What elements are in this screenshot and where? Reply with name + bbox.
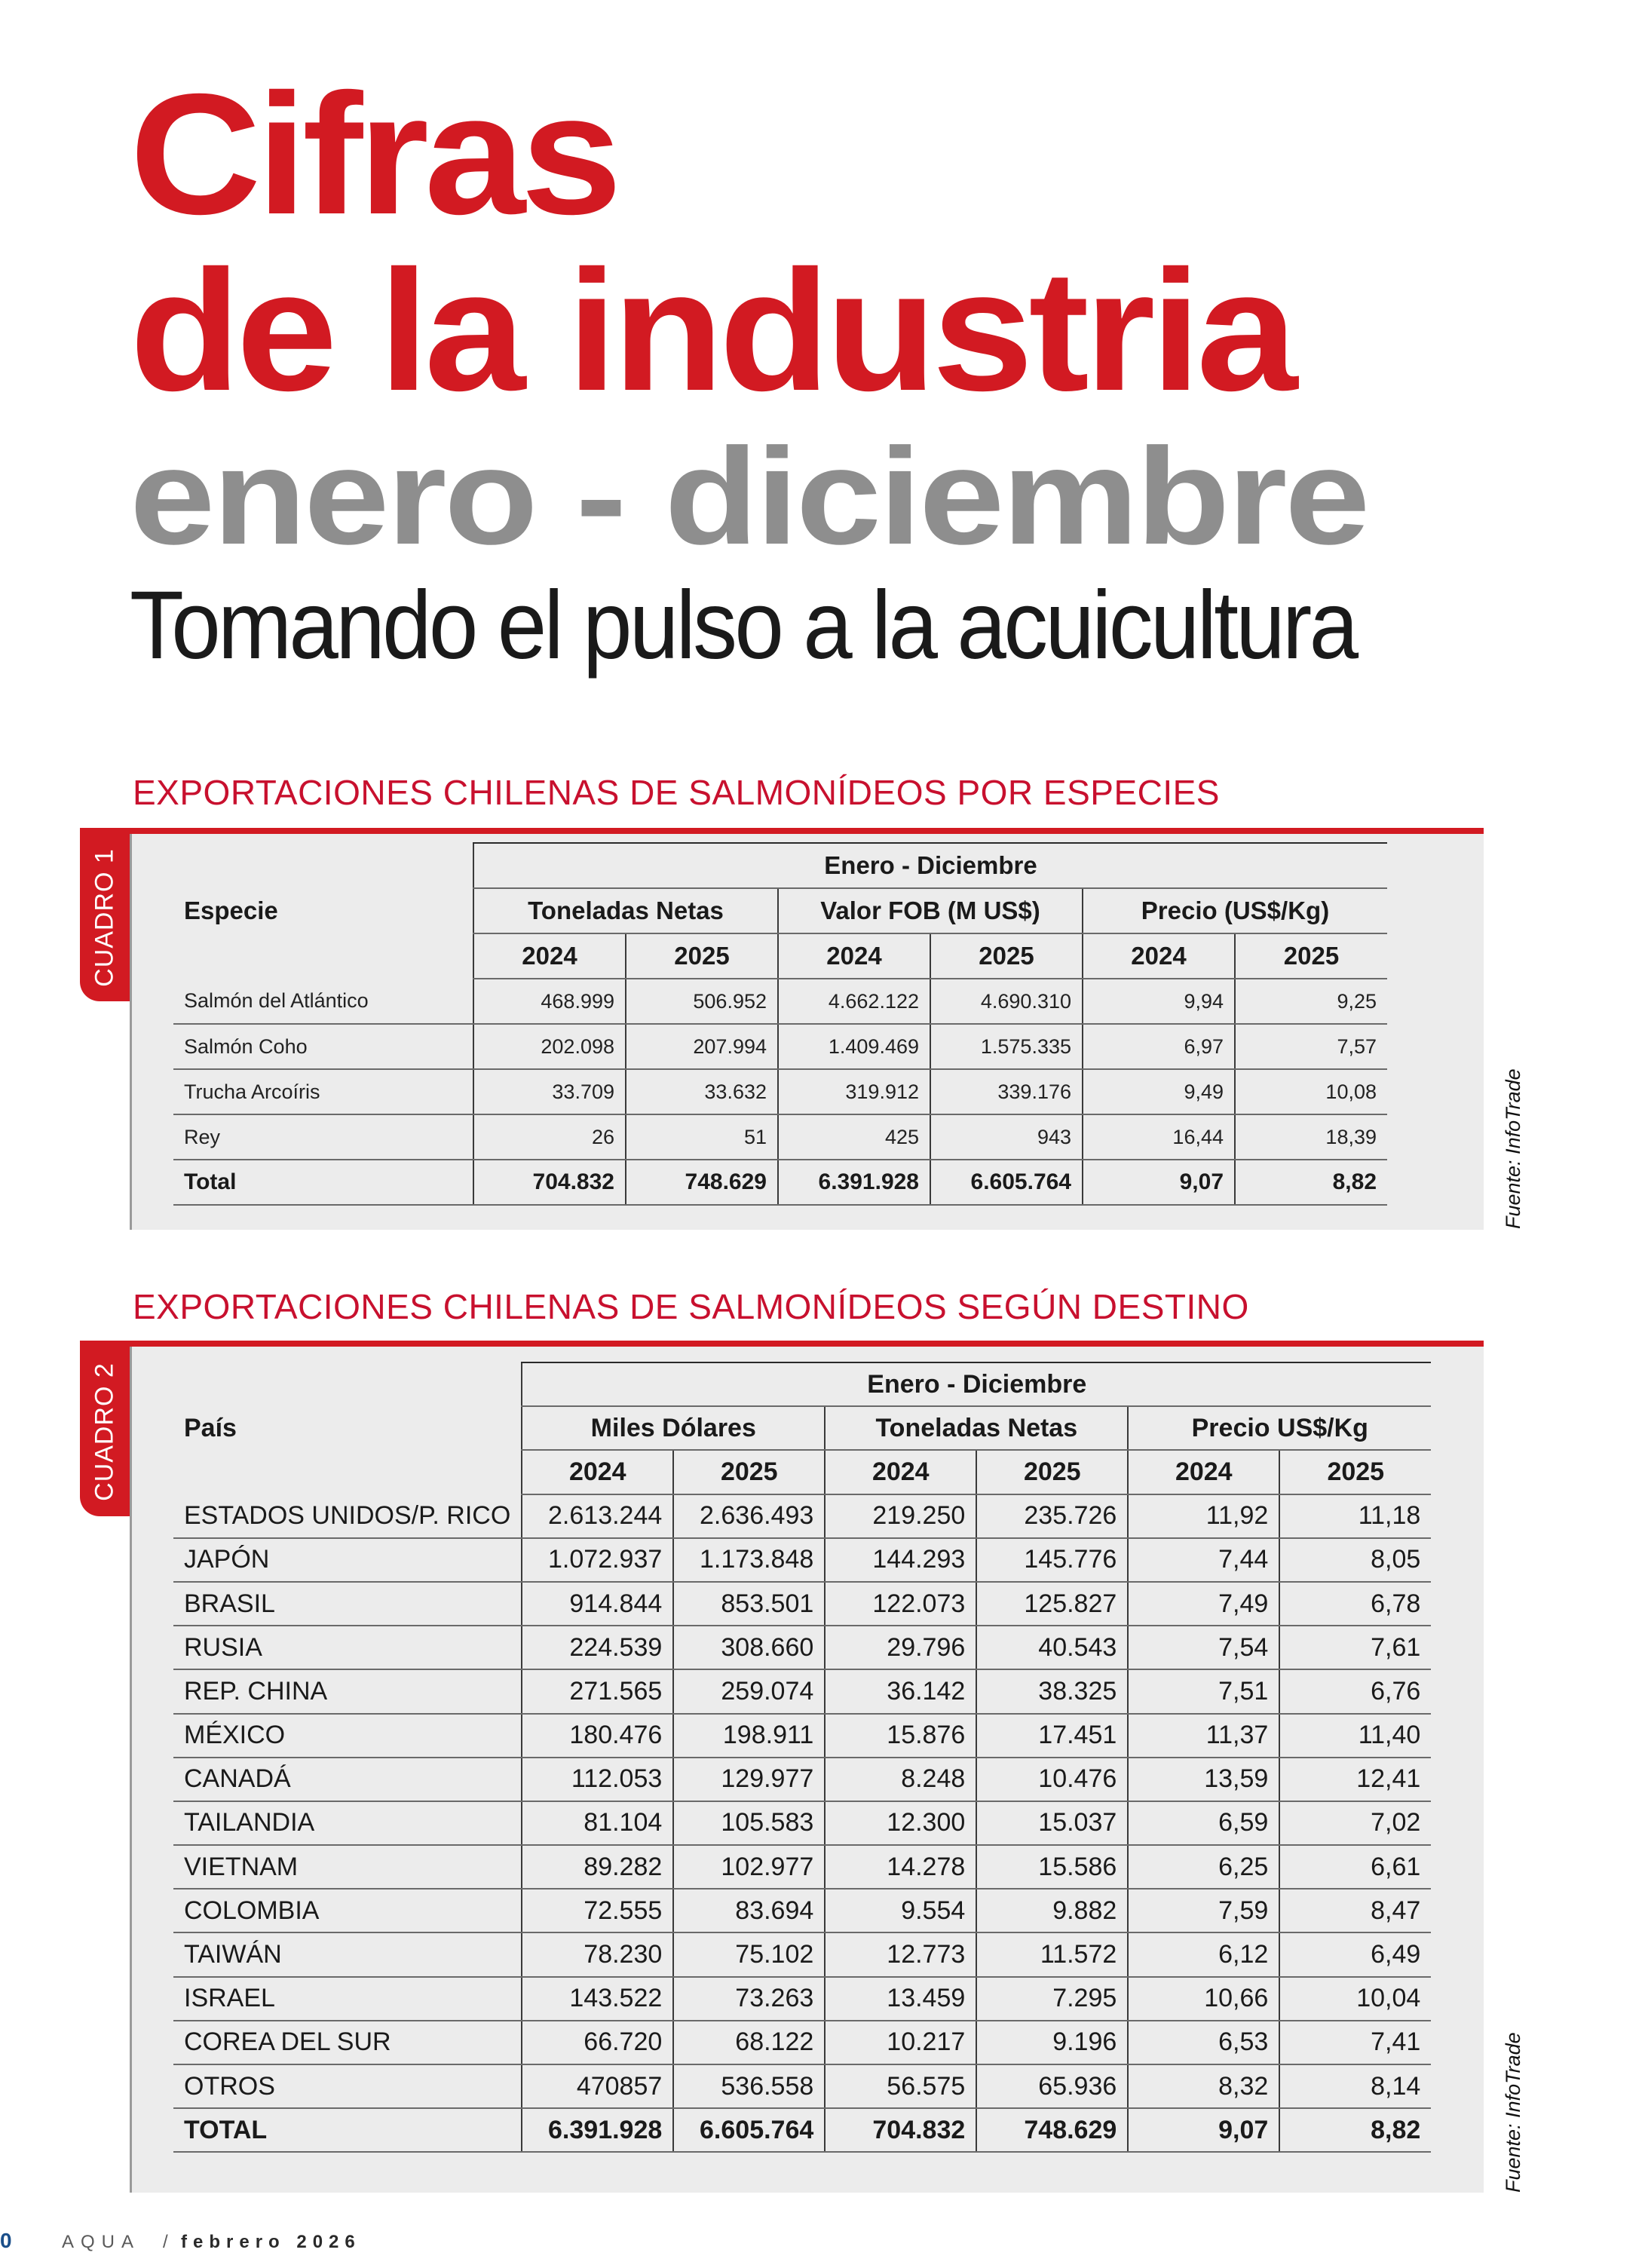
row-label: TAILANDIA <box>173 1801 522 1845</box>
page-number: 0 <box>0 2229 12 2252</box>
cell-value: 36.142 <box>825 1669 976 1713</box>
cell-value: 9,07 <box>1128 2108 1279 2152</box>
table2-year-header: 2024 <box>522 1450 673 1494</box>
cell-value: 73.263 <box>673 1977 825 2021</box>
cell-value: 81.104 <box>522 1801 673 1845</box>
cell-value: 9,49 <box>1083 1069 1235 1114</box>
cell-value: 10,08 <box>1235 1069 1387 1114</box>
cell-value: 943 <box>930 1114 1083 1160</box>
table1-year-header: 2024 <box>1083 933 1235 979</box>
table2-row <box>173 1932 1431 1976</box>
row-label: COLOMBIA <box>173 1889 522 1932</box>
table1-group-header: Precio (US$/Kg) <box>1083 888 1387 933</box>
cell-value: 853.501 <box>673 1582 825 1626</box>
table1-year-header: 2025 <box>626 933 778 979</box>
cell-value: 13.459 <box>825 1977 976 2021</box>
cell-value: 78.230 <box>522 1932 673 1976</box>
row-label: ESTADOS UNIDOS/P. RICO <box>173 1494 522 1538</box>
table2-group-header: Miles Dólares <box>522 1406 825 1450</box>
table1-group-header: Toneladas Netas <box>473 888 778 933</box>
table2-row <box>173 1494 1431 1538</box>
cell-value: 14.278 <box>825 1845 976 1889</box>
cell-value: 7,41 <box>1279 2021 1431 2064</box>
cell-value: 29.796 <box>825 1626 976 1669</box>
cell-value: 704.832 <box>825 2108 976 2152</box>
table2-source: Fuente: InfoTrade <box>1502 2032 1524 2193</box>
cell-value: 105.583 <box>673 1801 825 1845</box>
cell-value: 7,57 <box>1235 1024 1387 1069</box>
cell-value: 8,82 <box>1235 1160 1387 1205</box>
cell-value: 26 <box>473 1114 626 1160</box>
cell-value: 8.248 <box>825 1758 976 1801</box>
table2-row <box>173 1801 1431 1845</box>
table1-period: Enero - Diciembre <box>473 843 1387 888</box>
cell-value: 9.554 <box>825 1889 976 1932</box>
cell-value: 8,32 <box>1128 2064 1279 2108</box>
magazine-name: AQUA <box>62 2232 141 2252</box>
cell-value: 75.102 <box>673 1932 825 1976</box>
table2-row <box>173 1758 1431 1801</box>
table2-row <box>173 1889 1431 1932</box>
cell-value: 8,14 <box>1279 2064 1431 2108</box>
cell-value: 12,41 <box>1279 1758 1431 1801</box>
cell-value: 339.176 <box>930 1069 1083 1114</box>
cell-value: 11,18 <box>1279 1494 1431 1538</box>
cell-value: 2.613.244 <box>522 1494 673 1538</box>
cell-value: 6,76 <box>1279 1669 1431 1713</box>
cell-value: 10.217 <box>825 2021 976 2064</box>
cell-value: 15.586 <box>976 1845 1128 1889</box>
cell-value: 425 <box>778 1114 930 1160</box>
cell-value: 112.053 <box>522 1758 673 1801</box>
cell-value: 83.694 <box>673 1889 825 1932</box>
cell-value: 7,49 <box>1128 1582 1279 1626</box>
cell-value: 235.726 <box>976 1494 1128 1538</box>
row-label: TOTAL <box>173 2108 522 2152</box>
cell-value: 51 <box>626 1114 778 1160</box>
cell-value: 8,05 <box>1279 1538 1431 1582</box>
cell-value: 12.773 <box>825 1932 976 1976</box>
table2-row <box>173 2064 1431 2108</box>
table1-year-header: 2024 <box>778 933 930 979</box>
cell-value: 9.882 <box>976 1889 1128 1932</box>
cell-value: 1.173.848 <box>673 1538 825 1582</box>
table1-total-row <box>173 1160 1387 1205</box>
row-label: OTROS <box>173 2064 522 2108</box>
table2-row <box>173 1582 1431 1626</box>
cell-value: 9,07 <box>1083 1160 1235 1205</box>
cell-value: 7,61 <box>1279 1626 1431 1669</box>
table2-year-header: 2025 <box>673 1450 825 1494</box>
table2-row <box>173 1977 1431 2021</box>
table2-row <box>173 1538 1431 1582</box>
cell-value: 10,66 <box>1128 1977 1279 2021</box>
table1-row <box>173 1114 1387 1160</box>
row-label: COREA DEL SUR <box>173 2021 522 2064</box>
cell-value: 15.037 <box>976 1801 1128 1845</box>
cell-value: 33.632 <box>626 1069 778 1114</box>
cell-value: 4.690.310 <box>930 979 1083 1024</box>
row-label: REP. CHINA <box>173 1669 522 1713</box>
cell-value: 10.476 <box>976 1758 1128 1801</box>
cell-value: 468.999 <box>473 979 626 1024</box>
cell-value: 536.558 <box>673 2064 825 2108</box>
table2-year-header: 2024 <box>1128 1450 1279 1494</box>
row-label: Salmón Coho <box>173 1024 473 1069</box>
species-table <box>173 842 1387 1206</box>
row-label: Salmón del Atlántico <box>173 979 473 1024</box>
table1-row-header: Especie <box>184 896 278 924</box>
cell-value: 11,40 <box>1279 1714 1431 1758</box>
row-label: Rey <box>173 1114 473 1160</box>
cell-value: 7,54 <box>1128 1626 1279 1669</box>
row-label: VIETNAM <box>173 1845 522 1889</box>
page-footer <box>0 2229 603 2259</box>
table1-tab-label: CUADRO 1 <box>90 848 119 987</box>
cell-value: 7,44 <box>1128 1538 1279 1582</box>
cell-value: 68.122 <box>673 2021 825 2064</box>
cell-value: 748.629 <box>976 2108 1128 2152</box>
cell-value: 17.451 <box>976 1714 1128 1758</box>
cell-value: 11,37 <box>1128 1714 1279 1758</box>
cell-value: 224.539 <box>522 1626 673 1669</box>
row-label: MÉXICO <box>173 1714 522 1758</box>
cell-value: 129.977 <box>673 1758 825 1801</box>
table2-year-header: 2025 <box>976 1450 1128 1494</box>
table2-row-header: País <box>184 1413 237 1442</box>
cell-value: 89.282 <box>522 1845 673 1889</box>
table1-year-header: 2025 <box>930 933 1083 979</box>
row-label: ISRAEL <box>173 1977 522 2021</box>
cell-value: 66.720 <box>522 2021 673 2064</box>
table2-row <box>173 2021 1431 2064</box>
title-line-1: Cifras <box>130 59 617 250</box>
cell-value: 748.629 <box>626 1160 778 1205</box>
table1-red-rule <box>80 828 1484 834</box>
cell-value: 18,39 <box>1235 1114 1387 1160</box>
title-line-3: enero - diciembre <box>130 419 1368 573</box>
cell-value: 1.072.937 <box>522 1538 673 1582</box>
cell-value: 4.662.122 <box>778 979 930 1024</box>
cell-value: 33.709 <box>473 1069 626 1114</box>
table1-section-title: EXPORTACIONES CHILENAS DE SALMONÍDEOS POR ESPECIES <box>133 773 1220 812</box>
row-label: CANADÁ <box>173 1758 522 1801</box>
cell-value: 219.250 <box>825 1494 976 1538</box>
cell-value: 1.409.469 <box>778 1024 930 1069</box>
cell-value: 6,97 <box>1083 1024 1235 1069</box>
row-label: RUSIA <box>173 1626 522 1669</box>
table2-tab-label: CUADRO 2 <box>90 1362 119 1501</box>
row-label: Total <box>173 1160 473 1205</box>
cell-value: 125.827 <box>976 1582 1128 1626</box>
table1-row <box>173 979 1387 1024</box>
cell-value: 144.293 <box>825 1538 976 1582</box>
table1-year-header: 2024 <box>473 933 626 979</box>
cell-value: 102.977 <box>673 1845 825 1889</box>
table2-group-header: Toneladas Netas <box>825 1406 1128 1450</box>
cell-value: 6.605.764 <box>930 1160 1083 1205</box>
cell-value: 38.325 <box>976 1669 1128 1713</box>
cell-value: 180.476 <box>522 1714 673 1758</box>
row-label: JAPÓN <box>173 1538 522 1582</box>
row-label: Trucha Arcoíris <box>173 1069 473 1114</box>
cell-value: 13,59 <box>1128 1758 1279 1801</box>
cell-value: 198.911 <box>673 1714 825 1758</box>
cell-value: 6,49 <box>1279 1932 1431 1976</box>
cell-value: 7.295 <box>976 1977 1128 2021</box>
cell-value: 470857 <box>522 2064 673 2108</box>
subtitle: Tomando el pulso a la acuicultura <box>130 572 1356 679</box>
cell-value: 6.605.764 <box>673 2108 825 2152</box>
cell-value: 1.575.335 <box>930 1024 1083 1069</box>
cell-value: 145.776 <box>976 1538 1128 1582</box>
table1-tab <box>80 834 130 1001</box>
cell-value: 704.832 <box>473 1160 626 1205</box>
cell-value: 6.391.928 <box>778 1160 930 1205</box>
issue-date: febrero 2026 <box>181 2232 361 2252</box>
cell-value: 8,82 <box>1279 2108 1431 2152</box>
cell-value: 9,94 <box>1083 979 1235 1024</box>
table2-total-row <box>173 2108 1431 2152</box>
table2-row <box>173 1626 1431 1669</box>
table2-year-header: 2024 <box>825 1450 976 1494</box>
cell-value: 6,78 <box>1279 1582 1431 1626</box>
table1-group-header: Valor FOB (M US$) <box>778 888 1083 933</box>
table2-section-title: EXPORTACIONES CHILENAS DE SALMONÍDEOS SEGÚN DESTINO <box>133 1287 1249 1326</box>
table2-tab <box>80 1347 130 1516</box>
cell-value: 11.572 <box>976 1932 1128 1976</box>
table1-source: Fuente: InfoTrade <box>1502 1068 1524 1229</box>
cell-value: 6,12 <box>1128 1932 1279 1976</box>
row-label: TAIWÁN <box>173 1932 522 1976</box>
cell-value: 259.074 <box>673 1669 825 1713</box>
table1-row <box>173 1024 1387 1069</box>
cell-value: 12.300 <box>825 1801 976 1845</box>
cell-value: 506.952 <box>626 979 778 1024</box>
table2-year-header: 2025 <box>1279 1450 1431 1494</box>
title-line-2: de la industria <box>130 235 1294 427</box>
cell-value: 56.575 <box>825 2064 976 2108</box>
cell-value: 65.936 <box>976 2064 1128 2108</box>
cell-value: 8,47 <box>1279 1889 1431 1932</box>
cell-value: 7,59 <box>1128 1889 1279 1932</box>
cell-value: 914.844 <box>522 1582 673 1626</box>
cell-value: 308.660 <box>673 1626 825 1669</box>
cell-value: 9.196 <box>976 2021 1128 2064</box>
cell-value: 6,61 <box>1279 1845 1431 1889</box>
cell-value: 15.876 <box>825 1714 976 1758</box>
table2-row <box>173 1845 1431 1889</box>
table1-year-header: 2025 <box>1235 933 1387 979</box>
cell-value: 319.912 <box>778 1069 930 1114</box>
cell-value: 40.543 <box>976 1626 1128 1669</box>
title-block <box>130 59 1562 679</box>
table2-group-header: Precio US$/Kg <box>1128 1406 1431 1450</box>
cell-value: 2.636.493 <box>673 1494 825 1538</box>
table2-row <box>173 1669 1431 1713</box>
cell-value: 16,44 <box>1083 1114 1235 1160</box>
cell-value: 271.565 <box>522 1669 673 1713</box>
table2-row <box>173 1714 1431 1758</box>
cell-value: 9,25 <box>1235 979 1387 1024</box>
row-label: BRASIL <box>173 1582 522 1626</box>
table2-red-rule <box>80 1341 1484 1347</box>
cell-value: 72.555 <box>522 1889 673 1932</box>
footer-separator: / <box>163 2232 168 2252</box>
cell-value: 202.098 <box>473 1024 626 1069</box>
cell-value: 11,92 <box>1128 1494 1279 1538</box>
cell-value: 6,59 <box>1128 1801 1279 1845</box>
cell-value: 10,04 <box>1279 1977 1431 2021</box>
cell-value: 6,25 <box>1128 1845 1279 1889</box>
table1-row <box>173 1069 1387 1114</box>
cell-value: 7,02 <box>1279 1801 1431 1845</box>
table2-period: Enero - Diciembre <box>522 1362 1431 1406</box>
cell-value: 7,51 <box>1128 1669 1279 1713</box>
cell-value: 207.994 <box>626 1024 778 1069</box>
cell-value: 6,53 <box>1128 2021 1279 2064</box>
cell-value: 143.522 <box>522 1977 673 2021</box>
cell-value: 6.391.928 <box>522 2108 673 2152</box>
destination-table <box>173 1362 1431 2153</box>
cell-value: 122.073 <box>825 1582 976 1626</box>
